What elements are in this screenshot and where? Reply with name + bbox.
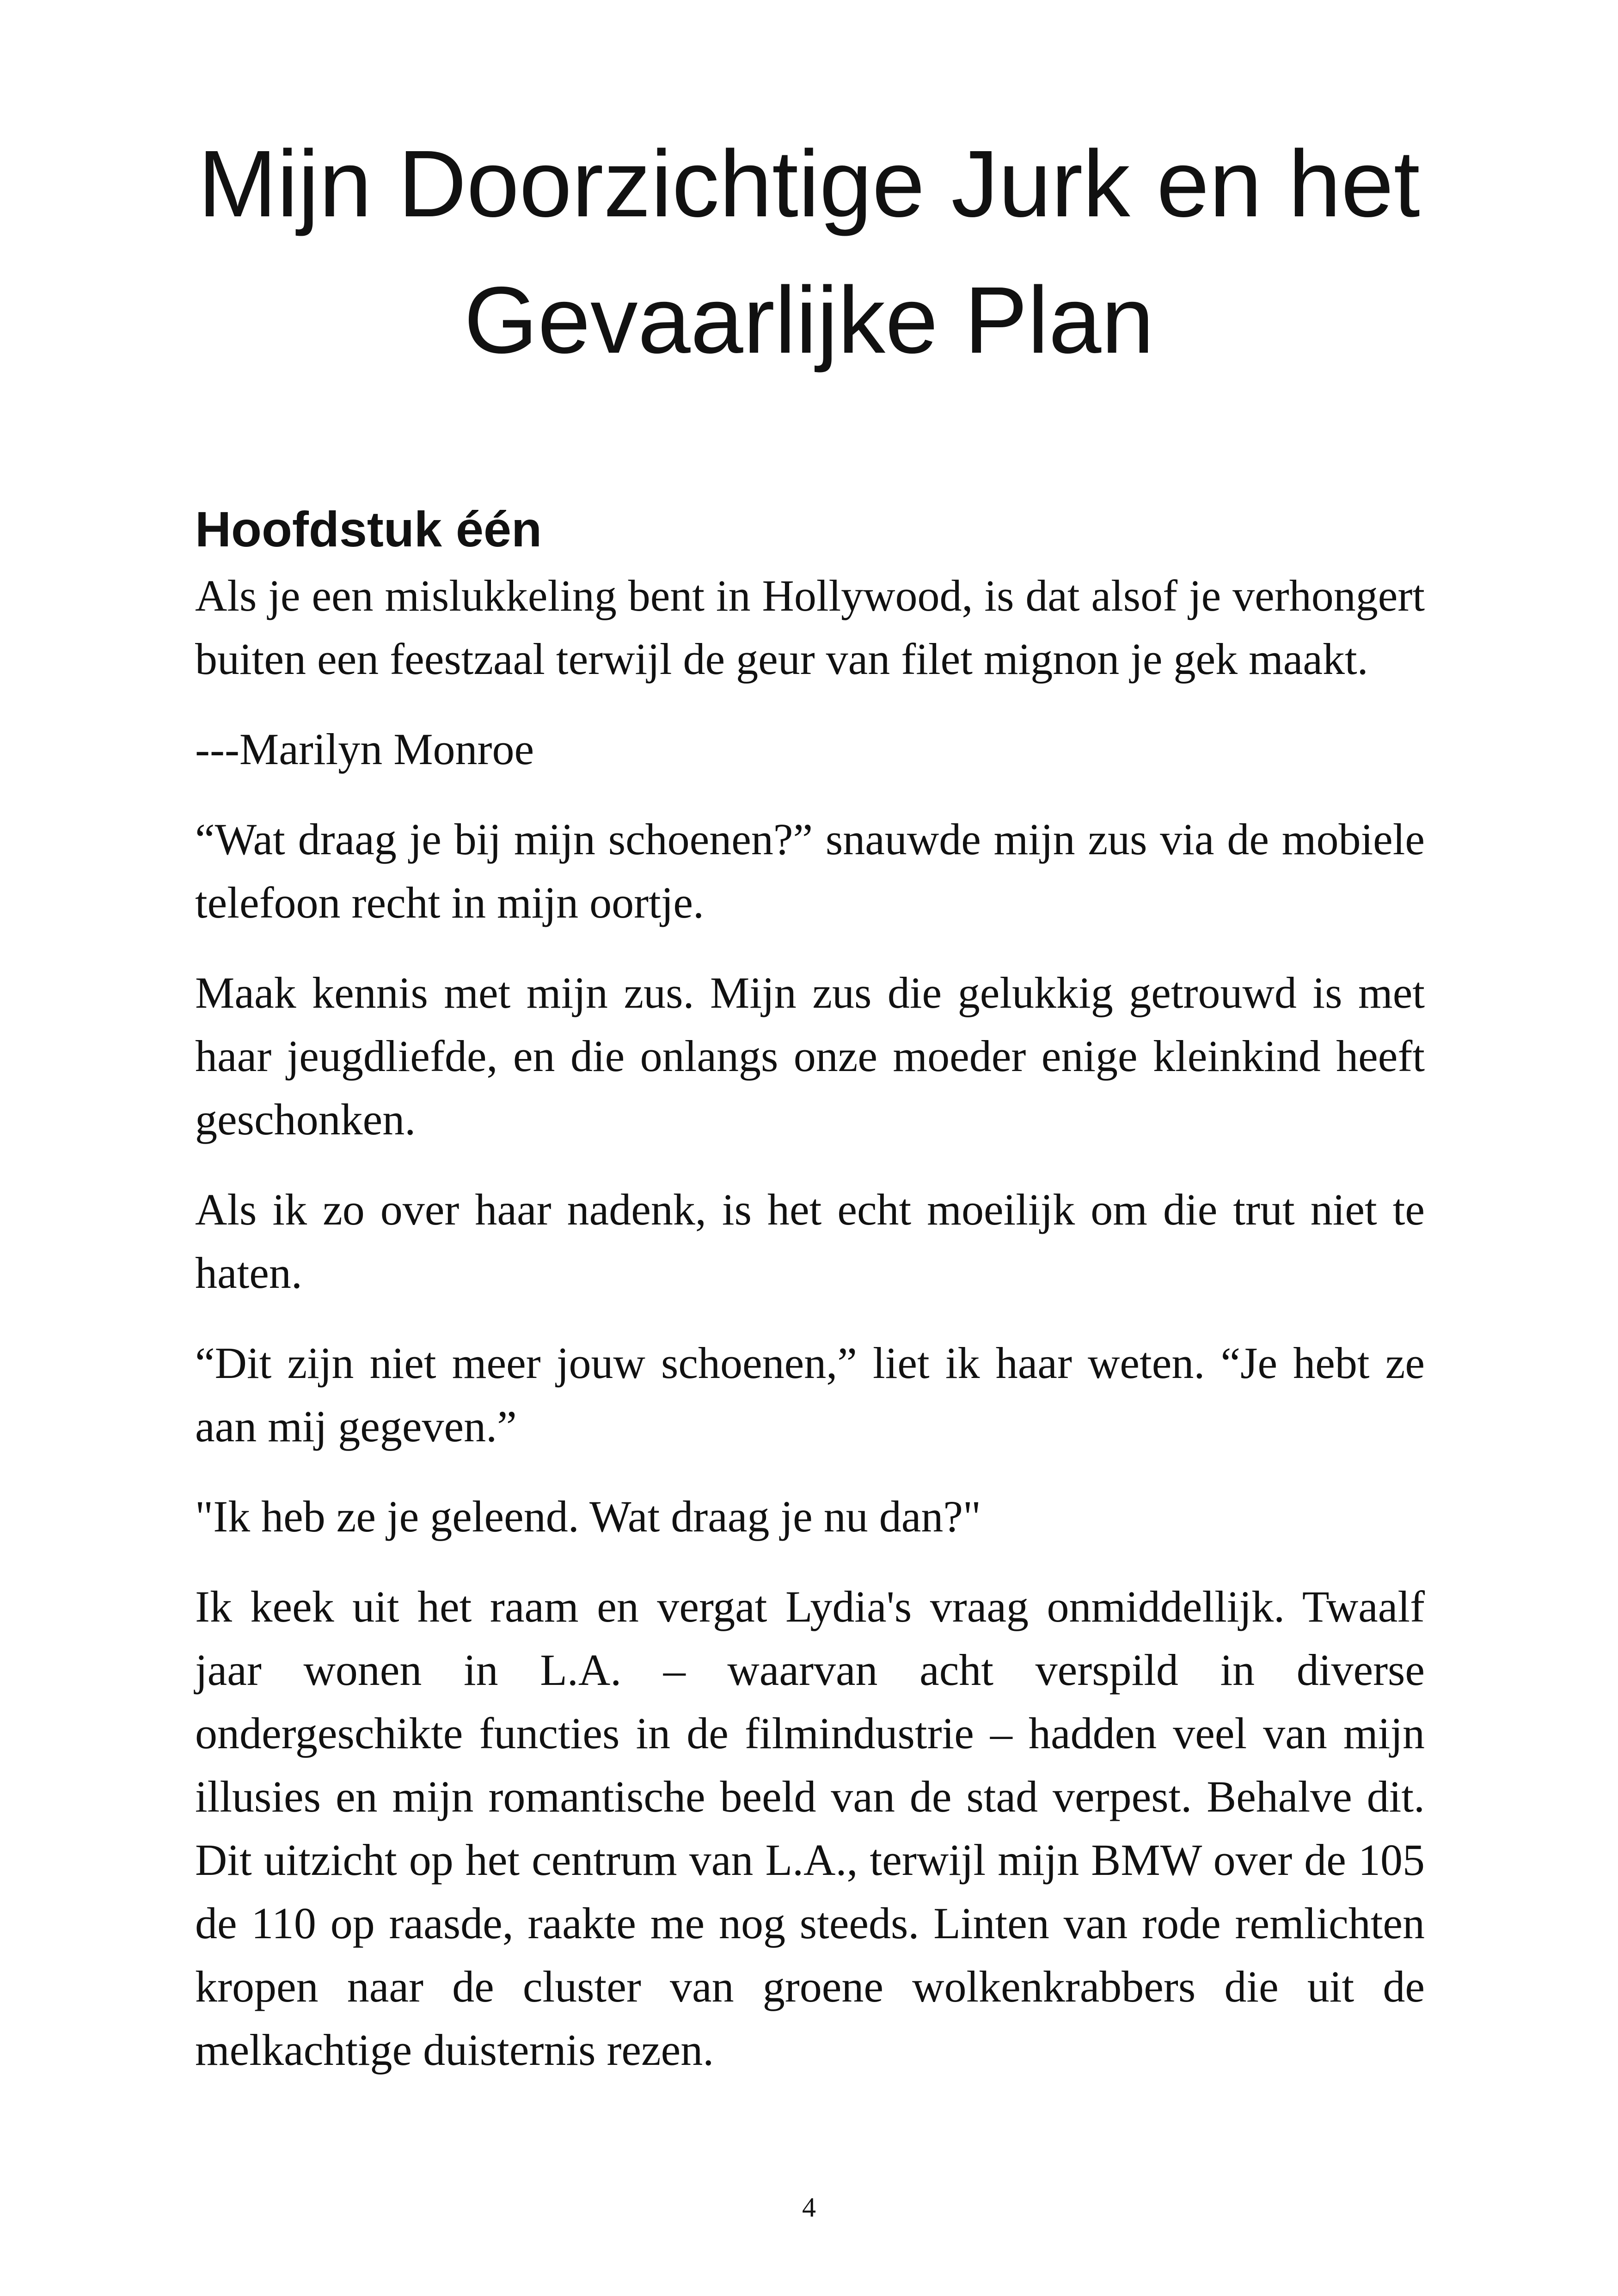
page-number: 4	[802, 2192, 816, 2223]
paragraph: Ik keek uit het raam en vergat Lydia's vraag onmiddellijk. Twaalf jaar wonen in L.A. – waarvan acht verspild in diverse ondergeschikte functies in de filmindustrie – hadden veel van mijn illusies en mijn romantische beeld van de stad verpest. Behalve dit. Dit uitzicht op het centrum van L.A., terwijl mijn BMW over de 105 de 110 op raasde, raakte me nog steeds. Linten van rode remlichten kropen naar de cluster van groene wolkenkrabbers die uit de melkachtige duisternis rezen.	[195, 1582, 1425, 2075]
epigraph-attribution: ---Marilyn Monroe	[195, 724, 534, 774]
paragraph: Als ik zo over haar nadenk, is het echt moeilijk om die trut niet te haten.	[195, 1185, 1425, 1298]
paragraph: "Ik heb ze je geleend. Wat draag je nu dan?"	[195, 1492, 981, 1541]
epigraph-quote: Als je een mislukkeling bent in Hollywood, is dat alsof je verhongert buiten een feestzaal terwijl de geur van filet mignon je gek maakt.	[195, 571, 1425, 684]
chapter-heading: Hoofdstuk één	[195, 501, 542, 557]
chapter-body	[195, 495, 1425, 2082]
paragraph: “Dit zijn niet meer jouw schoenen,” liet ik haar weten. “Je hebt ze aan mij gegeven.”	[195, 1338, 1425, 1451]
paragraph: “Wat draag je bij mijn schoenen?” snauwde mijn zus via de mobiele telefoon recht in mijn oortje.	[195, 814, 1425, 927]
paragraph: Maak kennis met mijn zus. Mijn zus die gelukkig getrouwd is met haar jeugdliefde, en die onlangs onze moeder enige kleinkind heeft geschonken.	[195, 968, 1425, 1144]
document-title: Mijn Doorzichtige Jurk en het Gevaarlijke Plan	[198, 131, 1420, 373]
